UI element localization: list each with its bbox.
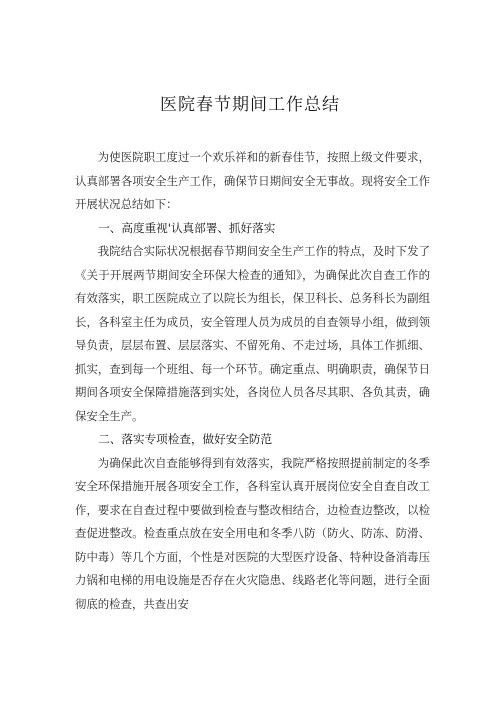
- section-1-paragraph: 我院结合实际状况根据春节期间安全生产工作的特点，及时下发了《关于开展两节期间安全环保大检查的通知》，为确保此次自查工作的有效落实，职工医院成立了以院长为组长，保卫科长、总务科长为副组长，各科室主任为成员，安全管理人员为成员的自查领导小组，做到领导负责，层层布置、层层落实、不留死角、不走过场，具体工作抓细、抓实，查到每一个班组、每一个环节。确定重点、明确职责，确保节日期间各项安全保障措施落到实处，各岗位人员各尽其职、各负其责，确保安全生产。: [75, 244, 430, 423]
- intro-paragraph: 为使医院职工度过一个欢乐祥和的新春佳节，按照上级文件要求，认真部署各项安全生产工作，确保节日期间安全无事故。现将安全工作开展状况总结如下：: [75, 150, 430, 211]
- section-2-paragraph: 为确保此次自查能够得到有效落实，我院严格按照提前制定的冬季安全环保措施开展各项安全工作，各科室认真开展岗位安全自查自改工作，要求在自查过程中要做到检查与整改相结合，边检查边整改，以检查促进整改。检查重点放在安全用电和冬季八防（防火、防冻、防滑、防中毒）等几个方面，个性是对医院的大型医疗设备、特种设备消毒压力锅和电梯的用电设施是否存在火灾隐患、线路老化等问题，进行全面彻底的检查，共查出安: [75, 455, 430, 611]
- section-2-heading: 二、落实专项检查，做好安全防范: [98, 432, 273, 446]
- document-body: [75, 146, 430, 616]
- section-1-heading: 一、高度重视'认真部署、抓好落实: [98, 220, 276, 235]
- document-title: 医院春节期间工作总结: [160, 95, 340, 115]
